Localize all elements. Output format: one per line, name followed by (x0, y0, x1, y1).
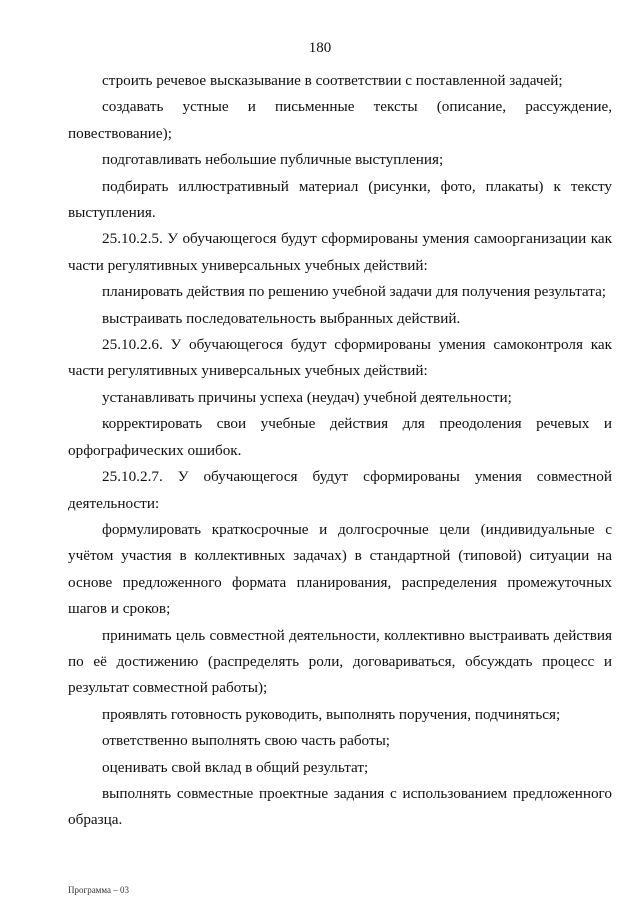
paragraph: формулировать краткосрочные и долгосрочные цели (индивидуальные с учётом участия в коллективных задачах) в стандартной (типовой) ситуации на основе предложенного формата планирования, распределения промежуточных шагов и сроков; (68, 520, 612, 618)
paragraph: создавать устные и письменные тексты (описание, рассуждение, повествование); (68, 98, 612, 142)
page-number: 180 (308, 40, 332, 56)
page-footer: Программа – 03 (68, 885, 130, 895)
paragraph: оценивать свой вклад в общий результат; (102, 758, 369, 776)
section-heading-paragraph: 25.10.2.6. У обучающегося будут сформированы умения самоконтроля как части регулятивных универсальных учебных действий: (68, 336, 612, 380)
paragraph: подготавливать небольшие публичные выступления; (102, 151, 444, 169)
page-body (68, 68, 612, 834)
paragraph: корректировать свои учебные действия для преодоления речевых и орфографических ошибок. (68, 415, 612, 459)
section-heading-paragraph: 25.10.2.7. У обучающегося будут сформированы умения совместной деятельности: (68, 468, 612, 512)
paragraph: планировать действия по решению учебной задачи для получения результата; (102, 283, 607, 301)
paragraph: устанавливать причины успеха (неудач) учебной деятельности; (102, 388, 512, 406)
paragraph: выстраивать последовательность выбранных действий. (102, 309, 461, 327)
paragraph: выполнять совместные проектные задания с использованием предложенного образца. (68, 784, 612, 829)
paragraph: строить речевое высказывание в соответствии с поставленной задачей; (102, 72, 563, 89)
paragraph: проявлять готовность руководить, выполнять поручения, подчиняться; (102, 705, 561, 723)
paragraph: подбирать иллюстративный материал (рисунки, фото, плакаты) к тексту выступления. (68, 177, 612, 222)
paragraph: принимать цель совместной деятельности, коллективно выстраивать действия по её достижению (распределять роли, договариваться, обсуждать процесс и результат совместной работы); (68, 626, 612, 697)
section-heading-paragraph: 25.10.2.5. У обучающегося будут сформированы умения самоорганизации как части регулятивных универсальных учебных действий: (68, 230, 612, 274)
paragraph: ответственно выполнять свою часть работы; (102, 732, 391, 750)
